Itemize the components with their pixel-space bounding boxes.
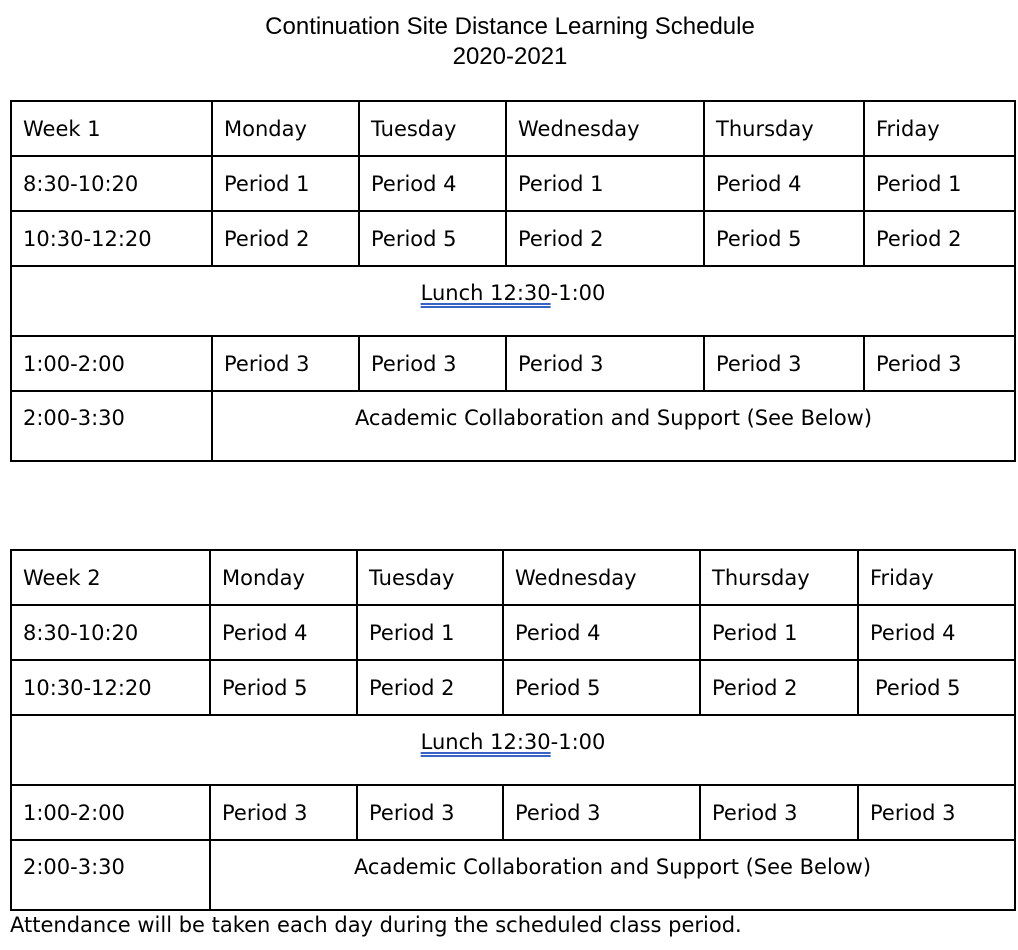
- week-1-schedule-table: [10, 100, 1016, 462]
- table-row: [11, 156, 1015, 211]
- period-cell: Period 2: [700, 660, 858, 715]
- lunch-end-time: -1:00: [550, 281, 606, 305]
- period-cell: Period 3: [506, 336, 704, 391]
- time-slot-cell: 2:00-3:30: [11, 391, 212, 461]
- period-cell: Period 5: [858, 660, 1015, 715]
- period-cell: Period 3: [700, 785, 858, 840]
- time-slot-cell: 2:00-3:30: [11, 840, 210, 910]
- period-cell: Period 3: [359, 336, 506, 391]
- lunch-cell: [11, 266, 1015, 336]
- day-header-tuesday: Tuesday: [359, 101, 506, 156]
- period-cell: Period 2: [212, 211, 359, 266]
- period-cell: Period 3: [210, 785, 357, 840]
- period-cell: Period 3: [858, 785, 1015, 840]
- period-cell: Period 3: [864, 336, 1015, 391]
- day-header-wednesday: Wednesday: [506, 101, 704, 156]
- period-cell: Period 1: [506, 156, 704, 211]
- attendance-note: Attendance will be taken each day during the scheduled class period.: [10, 913, 742, 937]
- table-header-row: [11, 101, 1015, 156]
- period-cell: Period 4: [858, 605, 1015, 660]
- period-cell: Period 4: [704, 156, 864, 211]
- period-cell: Period 4: [503, 605, 700, 660]
- period-cell: Period 3: [503, 785, 700, 840]
- week-2-schedule-table: [10, 549, 1016, 911]
- day-header-monday: Monday: [210, 550, 357, 605]
- period-cell: Period 3: [357, 785, 503, 840]
- time-slot-cell: 10:30-12:20: [11, 211, 212, 266]
- period-cell: Period 5: [503, 660, 700, 715]
- day-header-tuesday: Tuesday: [357, 550, 503, 605]
- table-row: [11, 660, 1015, 715]
- academic-support-cell: [212, 391, 1015, 461]
- period-cell: Period 4: [210, 605, 357, 660]
- period-cell: Period 2: [506, 211, 704, 266]
- period-cell: Period 5: [704, 211, 864, 266]
- academic-support-row: [11, 391, 1015, 461]
- period-cell: Period 5: [359, 211, 506, 266]
- time-slot-cell: 1:00-2:00: [11, 336, 212, 391]
- period-cell: Period 5: [210, 660, 357, 715]
- title-line-2: 2020-2021: [452, 43, 568, 70]
- day-header-thursday: Thursday: [704, 101, 864, 156]
- time-slot-cell: 10:30-12:20: [11, 660, 210, 715]
- time-slot-cell: 8:30-10:20: [11, 605, 210, 660]
- academic-support-cell: [210, 840, 1015, 910]
- table-row: [11, 605, 1015, 660]
- day-header-monday: Monday: [212, 101, 359, 156]
- table-row: [11, 785, 1015, 840]
- period-cell: Period 3: [704, 336, 864, 391]
- academic-support-label: Academic Collaboration and Support (See Below): [354, 406, 873, 430]
- day-header-wednesday: Wednesday: [503, 550, 700, 605]
- lunch-label: Lunch 12:30: [420, 730, 551, 754]
- period-cell: Period 2: [357, 660, 503, 715]
- table-header-row: [11, 550, 1015, 605]
- table-row: [11, 211, 1015, 266]
- period-cell: Period 1: [212, 156, 359, 211]
- time-slot-cell: 8:30-10:20: [11, 156, 212, 211]
- day-header-friday: Friday: [858, 550, 1015, 605]
- table-row: [11, 336, 1015, 391]
- period-cell: Period 2: [864, 211, 1015, 266]
- lunch-cell: [11, 715, 1015, 785]
- academic-support-label: Academic Collaboration and Support (See Below): [353, 855, 872, 879]
- lunch-row: [11, 266, 1015, 336]
- week-label: Week 2: [11, 550, 210, 605]
- lunch-row: [11, 715, 1015, 785]
- period-cell: Period 3: [212, 336, 359, 391]
- period-cell: Period 1: [700, 605, 858, 660]
- title-line-1: Continuation Site Distance Learning Schedule: [265, 13, 755, 40]
- week-label: Week 1: [11, 101, 212, 156]
- time-slot-cell: 1:00-2:00: [11, 785, 210, 840]
- lunch-end-time: -1:00: [550, 730, 606, 754]
- period-cell: Period 1: [864, 156, 1015, 211]
- academic-support-row: [11, 840, 1015, 910]
- document-title: [0, 12, 1018, 72]
- lunch-label: Lunch 12:30: [420, 281, 551, 305]
- period-cell: Period 1: [357, 605, 503, 660]
- day-header-friday: Friday: [864, 101, 1015, 156]
- period-cell: Period 4: [359, 156, 506, 211]
- day-header-thursday: Thursday: [700, 550, 858, 605]
